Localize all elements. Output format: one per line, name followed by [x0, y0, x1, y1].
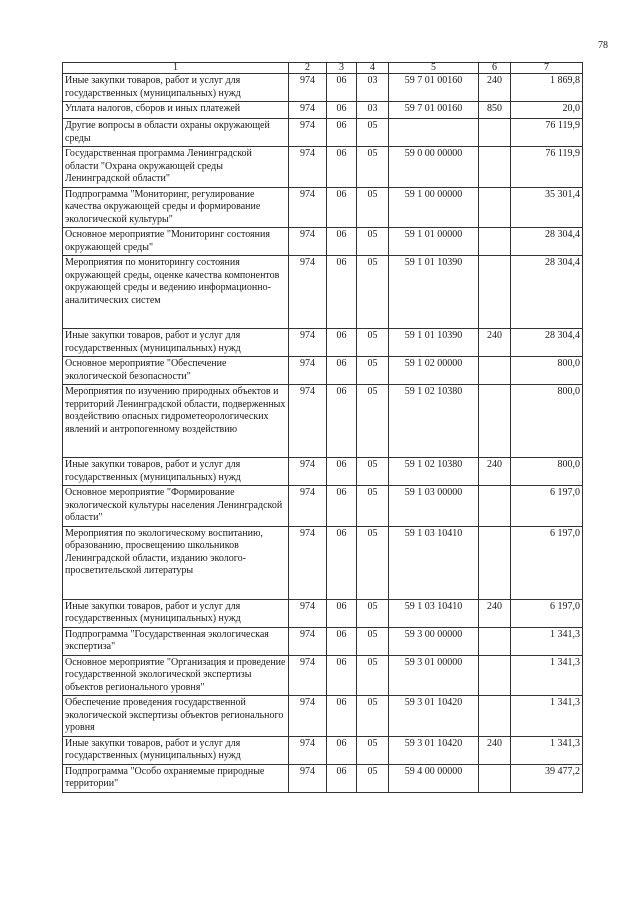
- row-name: Основное мероприятие "Организация и проведение государственной экологической экспертизы объектов регионального уровня": [63, 655, 289, 696]
- col-header-expense-type: 6: [479, 63, 511, 74]
- row-expense-type: [479, 228, 511, 256]
- row-section: 06: [327, 329, 357, 357]
- row-target-article: 59 1 01 00000: [389, 228, 479, 256]
- row-target-article: [389, 119, 479, 147]
- table-row: [63, 385, 583, 458]
- row-subsection: 05: [357, 599, 389, 627]
- row-grbs: 974: [289, 655, 327, 696]
- row-target-article: 59 3 01 00000: [389, 655, 479, 696]
- row-target-article: 59 4 00 00000: [389, 764, 479, 792]
- table-row: [63, 655, 583, 696]
- col-header-grbs: 2: [289, 63, 327, 74]
- row-subsection: 05: [357, 655, 389, 696]
- row-sum: 1 341,3: [511, 696, 583, 737]
- row-grbs: 974: [289, 119, 327, 147]
- row-grbs: 974: [289, 357, 327, 385]
- row-sum: 28 304,4: [511, 329, 583, 357]
- row-subsection: 05: [357, 764, 389, 792]
- row-sum: 6 197,0: [511, 599, 583, 627]
- row-section: 06: [327, 764, 357, 792]
- row-grbs: 974: [289, 256, 327, 329]
- row-name: Другие вопросы в области охраны окружающей среды: [63, 119, 289, 147]
- row-section: 06: [327, 119, 357, 147]
- row-target-article: 59 1 03 00000: [389, 486, 479, 527]
- row-subsection: 05: [357, 329, 389, 357]
- row-section: 06: [327, 147, 357, 188]
- row-sum: 800,0: [511, 357, 583, 385]
- table-row: [63, 764, 583, 792]
- row-target-article: 59 7 01 00160: [389, 102, 479, 119]
- row-sum: 39 477,2: [511, 764, 583, 792]
- page-number: 78: [598, 40, 608, 51]
- row-expense-type: [479, 526, 511, 599]
- row-name: Подпрограмма "Особо охраняемые природные территории": [63, 764, 289, 792]
- row-name: Иные закупки товаров, работ и услуг для государственных (муниципальных) нужд: [63, 329, 289, 357]
- row-section: 06: [327, 458, 357, 486]
- col-header-sum: 7: [511, 63, 583, 74]
- row-target-article: 59 0 00 00000: [389, 147, 479, 188]
- row-grbs: 974: [289, 147, 327, 188]
- table-row: [63, 329, 583, 357]
- table-row: [63, 119, 583, 147]
- row-sum: 6 197,0: [511, 486, 583, 527]
- row-subsection: 05: [357, 696, 389, 737]
- row-expense-type: [479, 385, 511, 458]
- row-expense-type: [479, 256, 511, 329]
- row-expense-type: 240: [479, 458, 511, 486]
- row-sum: 20,0: [511, 102, 583, 119]
- row-expense-type: 240: [479, 599, 511, 627]
- row-grbs: 974: [289, 764, 327, 792]
- row-subsection: 05: [357, 256, 389, 329]
- row-expense-type: [479, 764, 511, 792]
- row-section: 06: [327, 526, 357, 599]
- row-target-article: 59 1 02 10380: [389, 385, 479, 458]
- row-grbs: 974: [289, 102, 327, 119]
- row-sum: 28 304,4: [511, 228, 583, 256]
- row-expense-type: [479, 147, 511, 188]
- row-name: Иные закупки товаров, работ и услуг для государственных (муниципальных) нужд: [63, 736, 289, 764]
- row-target-article: 59 1 02 10380: [389, 458, 479, 486]
- row-section: 06: [327, 102, 357, 119]
- row-grbs: 974: [289, 385, 327, 458]
- row-sum: 1 341,3: [511, 655, 583, 696]
- row-subsection: 05: [357, 147, 389, 188]
- row-expense-type: [479, 696, 511, 737]
- row-target-article: 59 3 00 00000: [389, 627, 479, 655]
- row-name: Мероприятия по мониторингу состояния окружающей среды, оценке качества компонентов окружающей среды и ведению информационно-аналитических систем: [63, 256, 289, 329]
- row-grbs: 974: [289, 696, 327, 737]
- row-sum: 800,0: [511, 458, 583, 486]
- row-sum: 76 119,9: [511, 147, 583, 188]
- col-header-name: 1: [63, 63, 289, 74]
- table-row: [63, 526, 583, 599]
- row-target-article: 59 1 01 10390: [389, 329, 479, 357]
- row-section: 06: [327, 486, 357, 527]
- row-section: 06: [327, 385, 357, 458]
- row-name: Иные закупки товаров, работ и услуг для государственных (муниципальных) нужд: [63, 599, 289, 627]
- table-row: [63, 458, 583, 486]
- row-sum: 1 869,8: [511, 74, 583, 102]
- row-subsection: 05: [357, 357, 389, 385]
- row-target-article: 59 3 01 10420: [389, 736, 479, 764]
- row-sum: 35 301,4: [511, 187, 583, 228]
- row-name: Подпрограмма "Государственная экологическая экспертиза": [63, 627, 289, 655]
- row-section: 06: [327, 736, 357, 764]
- row-target-article: 59 1 01 10390: [389, 256, 479, 329]
- row-name: Основное мероприятие "Обеспечение экологической безопасности": [63, 357, 289, 385]
- table-row: [63, 696, 583, 737]
- table-row: [63, 736, 583, 764]
- row-target-article: 59 1 02 00000: [389, 357, 479, 385]
- row-sum: 1 341,3: [511, 627, 583, 655]
- row-grbs: 974: [289, 736, 327, 764]
- row-section: 06: [327, 357, 357, 385]
- row-target-article: 59 1 00 00000: [389, 187, 479, 228]
- row-grbs: 974: [289, 329, 327, 357]
- row-name: Иные закупки товаров, работ и услуг для государственных (муниципальных) нужд: [63, 74, 289, 102]
- col-header-subsection: 4: [357, 63, 389, 74]
- col-header-target-article: 5: [389, 63, 479, 74]
- row-name: Основное мероприятие "Формирование экологической культуры населения Ленинградской области": [63, 486, 289, 527]
- table-row: [63, 486, 583, 527]
- row-target-article: 59 7 01 00160: [389, 74, 479, 102]
- row-name: Подпрограмма "Мониторинг, регулирование качества окружающей среды и формирование экологической культуры": [63, 187, 289, 228]
- row-expense-type: [479, 655, 511, 696]
- row-subsection: 05: [357, 627, 389, 655]
- row-grbs: 974: [289, 187, 327, 228]
- row-sum: 6 197,0: [511, 526, 583, 599]
- row-name: Мероприятия по изучению природных объектов и территорий Ленинградской области, подверженных воздействию опасных гидрометеорологических явлений и антропогенному воздействию: [63, 385, 289, 458]
- row-name: Обеспечение проведения государственной экологической экспертизы объектов регионального уровня: [63, 696, 289, 737]
- row-grbs: 974: [289, 599, 327, 627]
- row-sum: 800,0: [511, 385, 583, 458]
- row-section: 06: [327, 256, 357, 329]
- row-expense-type: [479, 357, 511, 385]
- row-section: 06: [327, 187, 357, 228]
- row-target-article: 59 1 03 10410: [389, 599, 479, 627]
- row-subsection: 03: [357, 102, 389, 119]
- table-row: [63, 147, 583, 188]
- row-sum: 76 119,9: [511, 119, 583, 147]
- table-row: [63, 187, 583, 228]
- table-row: [63, 599, 583, 627]
- row-expense-type: 240: [479, 329, 511, 357]
- row-expense-type: 850: [479, 102, 511, 119]
- row-grbs: 974: [289, 228, 327, 256]
- row-expense-type: 240: [479, 74, 511, 102]
- row-expense-type: [479, 627, 511, 655]
- budget-table: [62, 62, 583, 793]
- row-grbs: 974: [289, 526, 327, 599]
- row-target-article: 59 1 03 10410: [389, 526, 479, 599]
- row-section: 06: [327, 599, 357, 627]
- row-expense-type: [479, 119, 511, 147]
- row-name: Мероприятия по экологическому воспитанию, образованию, просвещению школьников Ленинградской области, изданию эколого-просветительской литературы: [63, 526, 289, 599]
- row-subsection: 05: [357, 187, 389, 228]
- table-row: [63, 74, 583, 102]
- row-section: 06: [327, 696, 357, 737]
- row-section: 06: [327, 228, 357, 256]
- row-expense-type: 240: [479, 736, 511, 764]
- row-sum: 28 304,4: [511, 256, 583, 329]
- table-row: [63, 256, 583, 329]
- table-row: [63, 357, 583, 385]
- row-subsection: 05: [357, 736, 389, 764]
- row-sum: 1 341,3: [511, 736, 583, 764]
- header-row: [63, 63, 583, 74]
- row-grbs: 974: [289, 486, 327, 527]
- table-row: [63, 102, 583, 119]
- row-section: 06: [327, 655, 357, 696]
- row-section: 06: [327, 627, 357, 655]
- table-row: [63, 627, 583, 655]
- row-grbs: 974: [289, 74, 327, 102]
- col-header-section: 3: [327, 63, 357, 74]
- row-subsection: 03: [357, 74, 389, 102]
- row-name: Основное мероприятие "Мониторинг состояния окружающей среды": [63, 228, 289, 256]
- row-section: 06: [327, 74, 357, 102]
- row-grbs: 974: [289, 458, 327, 486]
- row-name: Уплата налогов, сборов и иных платежей: [63, 102, 289, 119]
- row-subsection: 05: [357, 458, 389, 486]
- table-row: [63, 228, 583, 256]
- row-target-article: 59 3 01 10420: [389, 696, 479, 737]
- row-subsection: 05: [357, 228, 389, 256]
- row-grbs: 974: [289, 627, 327, 655]
- row-expense-type: [479, 486, 511, 527]
- row-subsection: 05: [357, 385, 389, 458]
- row-name: Иные закупки товаров, работ и услуг для государственных (муниципальных) нужд: [63, 458, 289, 486]
- row-subsection: 05: [357, 486, 389, 527]
- row-name: Государственная программа Ленинградской области "Охрана окружающей среды Ленинградской области": [63, 147, 289, 188]
- row-expense-type: [479, 187, 511, 228]
- row-subsection: 05: [357, 526, 389, 599]
- row-subsection: 05: [357, 119, 389, 147]
